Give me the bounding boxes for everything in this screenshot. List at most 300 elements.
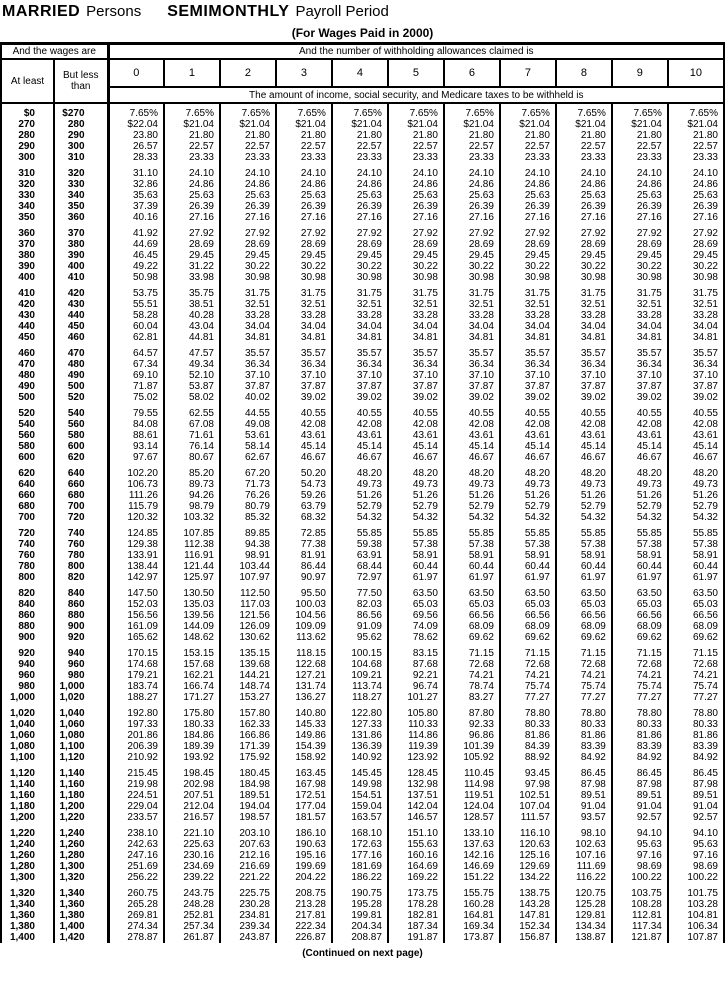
amount-cell: 257.34	[164, 921, 220, 932]
amount-cell: 49.34	[164, 359, 220, 370]
amount-cell: 28.69	[164, 239, 220, 250]
amount-cell: 131.86	[332, 730, 388, 741]
amount-cell: 101.27	[388, 692, 444, 703]
allowance-col-2: 2	[220, 59, 276, 87]
amount-cell: 194.04	[220, 801, 276, 812]
amount-cell: 32.51	[388, 299, 444, 310]
amount-cell: 177.04	[276, 801, 332, 812]
amount-cell: 42.08	[276, 419, 332, 430]
amount-cell: 198.57	[220, 812, 276, 823]
amount-cell: 46.67	[556, 452, 612, 463]
amount-cell: 34.04	[276, 321, 332, 332]
amount-cell: 93.45	[500, 768, 556, 779]
amount-cell: 23.80	[108, 130, 164, 141]
wage-less-than: 960	[54, 659, 108, 670]
amount-cell: 36.34	[444, 359, 500, 370]
amount-cell: 33.98	[164, 272, 220, 283]
amount-cell: 55.85	[332, 528, 388, 539]
amount-cell: 181.69	[332, 861, 388, 872]
amount-cell: 92.33	[444, 719, 500, 730]
amount-cell: 95.63	[668, 839, 724, 850]
table-row	[1, 152, 724, 163]
amount-cell: 35.57	[388, 348, 444, 359]
amount-cell: 37.10	[500, 370, 556, 381]
amount-cell: 48.20	[612, 468, 668, 479]
wage-at-least: 500	[18, 392, 35, 403]
amount-cell: 35.57	[220, 348, 276, 359]
amount-cell: 172.51	[276, 790, 332, 801]
wage-less-than: 1,400	[54, 921, 108, 932]
amount-cell: 66.56	[612, 610, 668, 621]
wage-less-than: 340	[54, 190, 108, 201]
amount-cell: 28.69	[444, 239, 500, 250]
amount-cell: 155.75	[444, 888, 500, 899]
wage-at-least: 280	[18, 130, 35, 141]
amount-cell: 27.16	[332, 212, 388, 223]
amount-cell: 146.69	[444, 861, 500, 872]
amount-cell: 183.74	[108, 681, 164, 692]
amount-cell: 52.79	[444, 501, 500, 512]
amount-cell: 34.04	[500, 321, 556, 332]
amount-cell: 28.69	[220, 239, 276, 250]
amount-cell: 91.04	[668, 801, 724, 812]
amount-cell: 133.91	[108, 550, 164, 561]
amount-cell: 35.57	[500, 348, 556, 359]
wage-less-than: 880	[54, 610, 108, 621]
amount-cell: 27.92	[444, 228, 500, 239]
amount-cell: 30.98	[332, 272, 388, 283]
amount-cell: 34.81	[332, 332, 388, 343]
amount-cell: 221.10	[164, 828, 220, 839]
amount-cell: 80.79	[220, 501, 276, 512]
allowance-col-1: 1	[164, 59, 220, 87]
amount-cell: 110.33	[388, 719, 444, 730]
table-row	[1, 910, 724, 921]
amount-cell: 110.45	[444, 768, 500, 779]
amount-cell: 37.87	[388, 381, 444, 392]
amount-cell: 42.08	[444, 419, 500, 430]
amount-cell: 24.10	[164, 168, 220, 179]
wage-less-than: 420	[54, 288, 108, 299]
wage-less-than: 1,040	[54, 708, 108, 719]
amount-cell: 28.33	[108, 152, 164, 163]
amount-cell: 80.33	[668, 719, 724, 730]
amount-cell: 188.27	[108, 692, 164, 703]
amount-cell: 72.85	[276, 528, 332, 539]
amount-cell: 33.28	[668, 310, 724, 321]
amount-cell: 85.20	[164, 468, 220, 479]
amount-cell: 67.20	[220, 468, 276, 479]
amount-cell: 24.86	[276, 179, 332, 190]
amount-cell: 129.81	[556, 910, 612, 921]
amount-cell: 234.69	[164, 861, 220, 872]
table-row	[1, 348, 724, 359]
amount-cell: 98.79	[164, 501, 220, 512]
amount-cell: 62.55	[164, 408, 220, 419]
amount-cell: 34.81	[500, 332, 556, 343]
amount-cell: 32.86	[108, 179, 164, 190]
amount-cell: 142.16	[444, 850, 500, 861]
amount-cell: 212.16	[220, 850, 276, 861]
amount-cell: 155.63	[388, 839, 444, 850]
amount-cell: 197.33	[108, 719, 164, 730]
amount-cell: 21.80	[332, 130, 388, 141]
amount-cell: 30.22	[220, 261, 276, 272]
amount-cell: 114.86	[388, 730, 444, 741]
amount-cell: 143.28	[500, 899, 556, 910]
wage-less-than: 1,280	[54, 850, 108, 861]
amount-cell: 75.02	[108, 392, 164, 403]
amount-cell: 43.61	[332, 430, 388, 441]
amount-cell: 98.10	[556, 828, 612, 839]
amount-cell: 28.69	[276, 239, 332, 250]
table-row	[1, 850, 724, 861]
amount-cell: 219.98	[108, 779, 164, 790]
amount-cell: 23.33	[164, 152, 220, 163]
amount-cell: 49.73	[556, 479, 612, 490]
wage-at-least: 860	[18, 610, 35, 621]
amount-cell: 24.86	[164, 179, 220, 190]
wage-less-than: 780	[54, 550, 108, 561]
amount-cell: 167.98	[276, 779, 332, 790]
amount-cell: 65.03	[444, 599, 500, 610]
amount-cell: 86.45	[556, 768, 612, 779]
allowance-col-5: 5	[388, 59, 444, 87]
amount-cell: 45.14	[388, 441, 444, 452]
amount-cell: 169.34	[444, 921, 500, 932]
amount-cell: 24.86	[220, 179, 276, 190]
amount-cell: 104.81	[668, 910, 724, 921]
table-row	[1, 468, 724, 479]
amount-cell: 123.92	[388, 752, 444, 763]
amount-cell: 58.02	[164, 392, 220, 403]
amount-cell: 75.74	[668, 681, 724, 692]
wage-less-than: $270	[54, 103, 108, 119]
amount-cell: 36.34	[388, 359, 444, 370]
amount-cell: 22.57	[220, 141, 276, 152]
wage-at-least: 980	[18, 681, 35, 692]
amount-cell: 111.57	[500, 812, 556, 823]
amount-cell: 108.28	[612, 899, 668, 910]
amount-cell: 93.57	[556, 812, 612, 823]
amount-cell: 55.85	[556, 528, 612, 539]
title-payroll-period: Payroll Period	[295, 3, 389, 20]
table-row	[1, 659, 724, 670]
amount-cell: 40.55	[276, 408, 332, 419]
amount-cell: 49.08	[220, 419, 276, 430]
amount-cell: 27.92	[500, 228, 556, 239]
amount-cell: 103.32	[164, 512, 220, 523]
amount-cell: 58.91	[444, 550, 500, 561]
amount-cell: 72.68	[668, 659, 724, 670]
amount-cell: 39.02	[500, 392, 556, 403]
amount-cell: 32.51	[612, 299, 668, 310]
amount-cell: 105.92	[444, 752, 500, 763]
amount-cell: 234.81	[220, 910, 276, 921]
amount-cell: 40.55	[444, 408, 500, 419]
amount-cell: 84.92	[612, 752, 668, 763]
amount-cell: 116.91	[164, 550, 220, 561]
amount-cell: 100.03	[276, 599, 332, 610]
amount-cell: 239.34	[220, 921, 276, 932]
amount-cell: 146.57	[388, 812, 444, 823]
wage-at-least: 1,100	[9, 752, 35, 763]
amount-cell: 28.69	[668, 239, 724, 250]
amount-cell: 23.33	[276, 152, 332, 163]
table-row	[1, 299, 724, 310]
amount-cell: 112.50	[220, 588, 276, 599]
amount-cell: 40.16	[108, 212, 164, 223]
amount-cell: 86.45	[668, 768, 724, 779]
amount-cell: 195.28	[332, 899, 388, 910]
amount-cell: 39.02	[668, 392, 724, 403]
amount-cell: 24.86	[500, 179, 556, 190]
amount-cell: 37.10	[556, 370, 612, 381]
amount-cell: 139.56	[164, 610, 220, 621]
table-row	[1, 801, 724, 812]
amount-cell: 217.81	[276, 910, 332, 921]
wage-at-least: 660	[18, 490, 35, 501]
amount-cell: 83.15	[388, 648, 444, 659]
amount-cell: $22.04	[108, 119, 164, 130]
header-wages-are: And the wages are	[1, 44, 108, 60]
amount-cell: 21.80	[388, 130, 444, 141]
amount-cell: 43.61	[444, 430, 500, 441]
wage-at-least: 1,140	[9, 779, 35, 790]
table-row	[1, 419, 724, 430]
table-row	[1, 779, 724, 790]
amount-cell: 71.73	[220, 479, 276, 490]
amount-cell: 27.16	[276, 212, 332, 223]
wage-less-than: 980	[54, 670, 108, 681]
amount-cell: 159.04	[332, 801, 388, 812]
amount-cell: 37.10	[612, 370, 668, 381]
amount-cell: 39.02	[612, 392, 668, 403]
amount-cell: 34.81	[388, 332, 444, 343]
amount-cell: 74.09	[388, 621, 444, 632]
amount-cell: 43.61	[388, 430, 444, 441]
amount-cell: 45.14	[668, 441, 724, 452]
amount-cell: 61.97	[612, 572, 668, 583]
amount-cell: 184.98	[220, 779, 276, 790]
amount-cell: 226.87	[276, 932, 332, 943]
amount-cell: 230.28	[220, 899, 276, 910]
amount-cell: 109.21	[332, 670, 388, 681]
table-row	[1, 899, 724, 910]
table-row	[1, 539, 724, 550]
amount-cell: 128.45	[388, 768, 444, 779]
amount-cell: 106.34	[668, 921, 724, 932]
amount-cell: 98.91	[220, 550, 276, 561]
amount-cell: 243.87	[220, 932, 276, 943]
amount-cell: 68.09	[612, 621, 668, 632]
amount-cell: 142.04	[388, 801, 444, 812]
amount-cell: 87.80	[444, 708, 500, 719]
amount-cell: 177.16	[332, 850, 388, 861]
amount-cell: 39.02	[276, 392, 332, 403]
amount-cell: 204.22	[276, 872, 332, 883]
amount-cell: 36.34	[500, 359, 556, 370]
amount-cell: 198.45	[164, 768, 220, 779]
amount-cell: 27.92	[668, 228, 724, 239]
amount-cell: 54.32	[612, 512, 668, 523]
amount-cell: 72.68	[500, 659, 556, 670]
amount-cell: 120.75	[556, 888, 612, 899]
amount-cell: 65.03	[668, 599, 724, 610]
amount-cell: 34.81	[220, 332, 276, 343]
wage-at-least: 330	[18, 190, 35, 201]
amount-cell: 109.09	[276, 621, 332, 632]
wage-at-least: 720	[18, 528, 35, 539]
amount-cell: 29.45	[332, 250, 388, 261]
amount-cell: 54.32	[332, 512, 388, 523]
amount-cell: 46.67	[276, 452, 332, 463]
amount-cell: 61.97	[668, 572, 724, 583]
amount-cell: 49.73	[668, 479, 724, 490]
wage-at-least: 390	[18, 261, 35, 272]
amount-cell: 60.04	[108, 321, 164, 332]
amount-cell: 24.10	[332, 168, 388, 179]
amount-cell: 65.03	[556, 599, 612, 610]
amount-cell: $21.04	[612, 119, 668, 130]
table-row	[1, 828, 724, 839]
wage-at-least: 1,280	[9, 861, 35, 872]
amount-cell: 74.21	[556, 670, 612, 681]
amount-cell: 84.08	[108, 419, 164, 430]
wage-at-least: 600	[18, 452, 35, 463]
wage-less-than: 460	[54, 332, 108, 343]
amount-cell: 169.22	[388, 872, 444, 883]
amount-cell: 52.10	[164, 370, 220, 381]
amount-cell: $21.04	[668, 119, 724, 130]
amount-cell: 171.27	[164, 692, 220, 703]
amount-cell: 113.62	[276, 632, 332, 643]
amount-cell: 60.44	[444, 561, 500, 572]
title-semimonthly: SEMIMONTHLY	[167, 3, 290, 20]
table-row	[1, 670, 724, 681]
amount-cell: 119.39	[388, 741, 444, 752]
amount-cell: 104.56	[276, 610, 332, 621]
amount-cell: 54.32	[388, 512, 444, 523]
amount-cell: 25.63	[332, 190, 388, 201]
amount-cell: 35.57	[332, 348, 388, 359]
table-row	[1, 288, 724, 299]
table-row	[1, 228, 724, 239]
amount-cell: 137.63	[444, 839, 500, 850]
amount-cell: 31.75	[556, 288, 612, 299]
amount-cell: 121.56	[220, 610, 276, 621]
amount-cell: 42.08	[500, 419, 556, 430]
amount-cell: 52.79	[668, 501, 724, 512]
wage-less-than: 1,340	[54, 888, 108, 899]
amount-cell: 55.85	[500, 528, 556, 539]
wage-at-least: 1,160	[9, 790, 35, 801]
amount-cell: 61.97	[500, 572, 556, 583]
wage-less-than: 1,160	[54, 779, 108, 790]
amount-cell: 30.22	[612, 261, 668, 272]
amount-cell: 65.03	[612, 599, 668, 610]
amount-cell: 37.87	[500, 381, 556, 392]
amount-cell: 71.15	[500, 648, 556, 659]
amount-cell: 32.51	[668, 299, 724, 310]
amount-cell: 30.98	[500, 272, 556, 283]
amount-cell: 55.85	[444, 528, 500, 539]
amount-cell: 51.26	[556, 490, 612, 501]
amount-cell: 68.09	[668, 621, 724, 632]
amount-cell: 30.22	[276, 261, 332, 272]
amount-cell: 178.28	[388, 899, 444, 910]
amount-cell: 201.86	[108, 730, 164, 741]
amount-cell: 40.55	[668, 408, 724, 419]
amount-cell: 77.50	[332, 588, 388, 599]
table-row	[1, 250, 724, 261]
amount-cell: 168.10	[332, 828, 388, 839]
amount-cell: 87.68	[388, 659, 444, 670]
amount-cell: 98.69	[612, 861, 668, 872]
table-row	[1, 212, 724, 223]
amount-cell: 27.92	[332, 228, 388, 239]
amount-cell: 55.51	[108, 299, 164, 310]
wage-at-least: $0	[23, 108, 35, 119]
amount-cell: 37.87	[668, 381, 724, 392]
amount-cell: 154.39	[276, 741, 332, 752]
amount-cell: 256.22	[108, 872, 164, 883]
wage-at-least: 360	[18, 228, 35, 239]
amount-cell: 107.97	[220, 572, 276, 583]
wage-less-than: 380	[54, 239, 108, 250]
wage-less-than: 1,140	[54, 768, 108, 779]
amount-cell: 7.65%	[276, 103, 332, 119]
wage-less-than: 1,380	[54, 910, 108, 921]
wage-less-than: 940	[54, 648, 108, 659]
amount-cell: 72.68	[556, 659, 612, 670]
amount-cell: 60.44	[612, 561, 668, 572]
amount-cell: 27.92	[220, 228, 276, 239]
amount-cell: 27.16	[500, 212, 556, 223]
amount-cell: 145.45	[332, 768, 388, 779]
wage-at-least: 420	[18, 299, 35, 310]
wage-at-least: 1,180	[9, 801, 35, 812]
amount-cell: 43.61	[500, 430, 556, 441]
wage-less-than: 400	[54, 261, 108, 272]
amount-cell: 100.15	[332, 648, 388, 659]
amount-cell: 75.74	[612, 681, 668, 692]
amount-cell: 229.04	[108, 801, 164, 812]
amount-cell: 31.75	[444, 288, 500, 299]
amount-cell: 43.61	[612, 430, 668, 441]
amount-cell: 68.44	[332, 561, 388, 572]
amount-cell: 97.98	[500, 779, 556, 790]
table-row	[1, 561, 724, 572]
amount-cell: 117.03	[220, 599, 276, 610]
amount-cell: 140.92	[332, 752, 388, 763]
table-row	[1, 861, 724, 872]
amount-cell: 97.16	[612, 850, 668, 861]
amount-cell: 27.92	[556, 228, 612, 239]
wage-at-least: 1,000	[9, 692, 35, 703]
amount-cell: 30.22	[500, 261, 556, 272]
amount-cell: 118.15	[276, 648, 332, 659]
amount-cell: 216.69	[220, 861, 276, 872]
amount-cell: 92.57	[668, 812, 724, 823]
table-row	[1, 321, 724, 332]
wage-less-than: 1,180	[54, 790, 108, 801]
amount-cell: 57.38	[556, 539, 612, 550]
amount-cell: 71.87	[108, 381, 164, 392]
amount-cell: 132.98	[388, 779, 444, 790]
amount-cell: 51.26	[332, 490, 388, 501]
amount-cell: 89.51	[612, 790, 668, 801]
